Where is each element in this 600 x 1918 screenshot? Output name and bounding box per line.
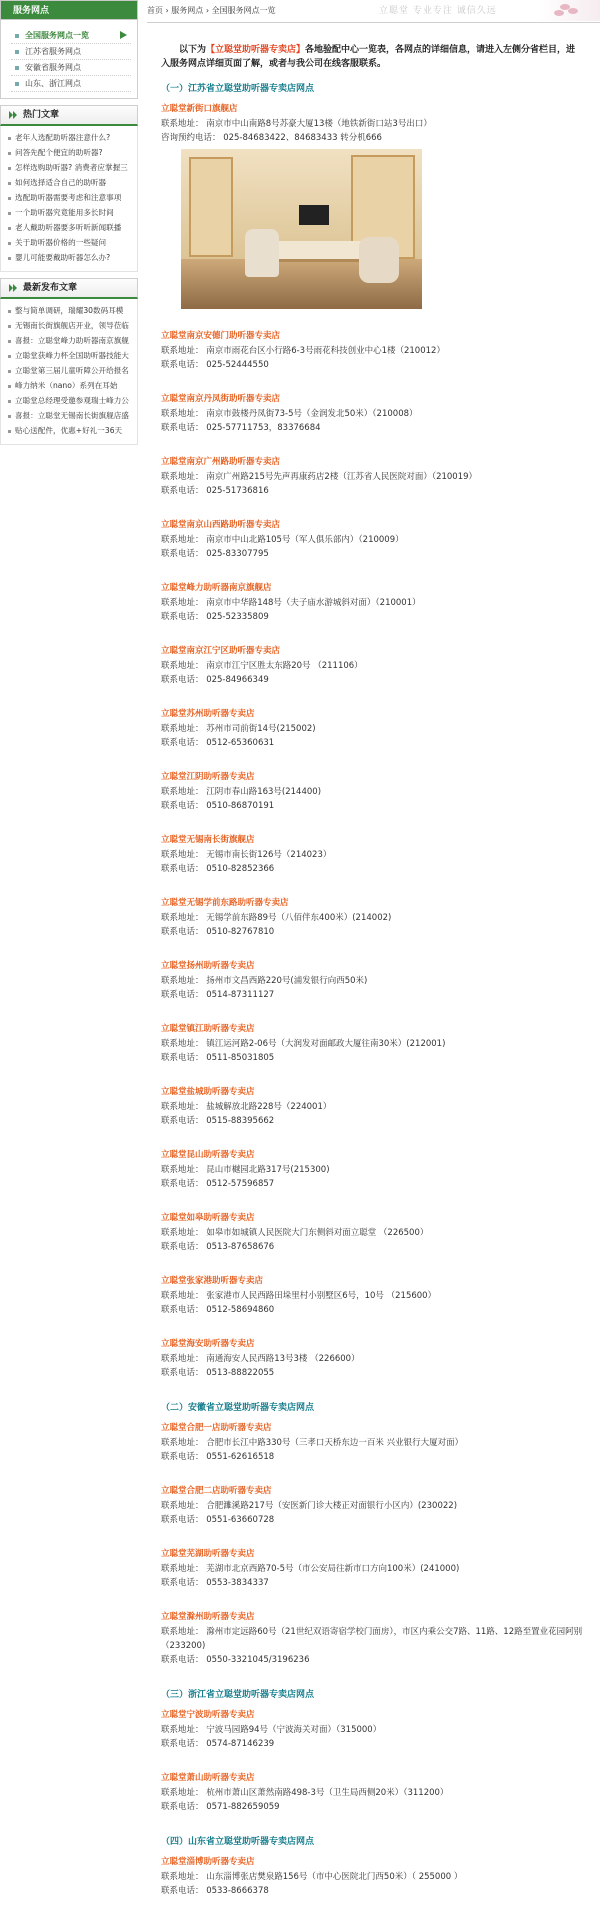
intro-highlight: 【立聪堂助听器专卖店】 [206, 45, 306, 55]
store-name[interactable]: 立聪堂合肥一店助听器专卖店 [161, 1423, 272, 1433]
nav-item-anhui[interactable] [11, 60, 131, 76]
service-nav [0, 20, 138, 99]
store-name[interactable]: 立聪堂芜湖助听器专卖店 [161, 1549, 255, 1559]
store-entry [161, 707, 600, 750]
store-phone: 联系电话： 0511-85031805 [161, 1053, 275, 1063]
store-address: 联系地址： 盐城解放北路228号（224001） [161, 1102, 332, 1112]
store-entry [161, 1337, 600, 1380]
intro-suffix: 各地验配中心一览表，各网点的详细信息，请进入左侧分省栏目，进入服务网点详细页面了解，或者与我公司在线客服联系。 [161, 45, 576, 69]
store-entry [161, 581, 600, 624]
main-content [147, 0, 600, 1918]
list-item[interactable]: 立聪堂获峰力杯全国助听器技能大 [7, 348, 137, 363]
store-entry [161, 1484, 600, 1527]
photo-chair [359, 237, 399, 283]
slogan: 立聪堂 专业专注 诚信久远 [379, 6, 497, 16]
list-item[interactable]: 如何选择适合自己的助听器 [7, 175, 137, 190]
list-item[interactable]: 立聪堂第三届儿童听障公开给报名 [7, 363, 137, 378]
latest-articles-list [0, 299, 138, 445]
store-entry [161, 1855, 600, 1898]
store-address: 联系地址： 南京市中华路148号（夫子庙水游城斜对面）（210001） [161, 598, 421, 608]
list-item[interactable]: 喜报：立聪堂无锡南长街旗舰店盛 [7, 408, 137, 423]
hot-articles-label: 热门文章 [23, 110, 60, 120]
arrow-right-icon [120, 31, 127, 39]
store-entry [161, 770, 600, 813]
store-phone: 联系电话： 0510-86870191 [161, 801, 275, 811]
store-address: 联系地址： 无锡学前东路89号（八佰伴东400米）(214002) [161, 913, 392, 923]
store-address: 联系地址： 山东淄博张店樊泉路156号（市中心医院北门西50米）（ 255000 ） [161, 1872, 463, 1882]
store-entry [161, 329, 600, 372]
photo-chair [245, 229, 279, 277]
store-entry [161, 102, 600, 309]
store-name[interactable]: 立聪堂海安助听器专卖店 [161, 1339, 255, 1349]
double-arrow-icon [9, 111, 17, 119]
petal-shape [554, 10, 564, 16]
store-address: 联系地址： 镇江运河路2-06号（大润发对面邮政大厦往南30米）(212001) [161, 1039, 446, 1049]
store-name[interactable]: 立聪堂新街口旗舰店 [161, 104, 238, 114]
store-address: 联系地址： 如皋市如城镇人民医院大门东侧斜对面立聪堂 （226500） [161, 1228, 429, 1238]
store-address: 联系地址： 南通海安人民西路13号3楼 （226600） [161, 1354, 360, 1364]
list-item[interactable]: 关于助听器价格的一些疑问 [7, 235, 137, 250]
store-phone: 联系电话： 0551-63660728 [161, 1515, 275, 1525]
store-phone: 联系电话： 025-84966349 [161, 675, 269, 685]
store-phone: 联系电话： 0510-82852366 [161, 864, 275, 874]
store-entry [161, 392, 600, 435]
flower-decoration [538, 0, 600, 21]
store-name[interactable]: 立聪堂峰力助听器南京旗舰店 [161, 583, 272, 593]
store-phone: 联系电话： 0512-57596857 [161, 1179, 275, 1189]
breadcrumb[interactable]: 首页 › 服务网点 › 全国服务网点一览 [147, 6, 276, 15]
store-name[interactable]: 立聪堂合肥二店助听器专卖店 [161, 1486, 272, 1496]
store-phone: 联系电话： 0574-87146239 [161, 1739, 275, 1749]
list-item[interactable]: 整与简单调研，瑞耀30数码耳模 [7, 303, 137, 318]
store-entry [161, 1771, 600, 1814]
nav-item-label: 全国服务网点一览 [25, 31, 89, 40]
region-title: （三）浙江省立聪堂助听器专卖店网点 [161, 1690, 315, 1700]
store-address: 联系地址： 南京市中山南路8号苏豪大厦13楼（地铁新街口站3号出口） [161, 119, 432, 129]
list-item[interactable]: 喜报：立聪堂峰力助听器南京旗舰 [7, 333, 137, 348]
store-address: 联系地址： 南京市鼓楼丹凤街73-5号（金润发北50米）（210008） [161, 409, 418, 419]
store-name[interactable]: 立聪堂盐城助听器专卖店 [161, 1087, 255, 1097]
store-entry [161, 1274, 600, 1317]
store-entry [161, 455, 600, 498]
region-title: （四）山东省立聪堂助听器专卖店网点 [161, 1837, 315, 1847]
store-phone: 联系电话： 0550-3321045/3196236 [161, 1655, 310, 1665]
store-name[interactable]: 立聪堂扬州助听器专卖店 [161, 961, 255, 971]
store-entry [161, 1085, 600, 1128]
nav-item-label: 山东、浙江网点 [25, 79, 81, 88]
list-item[interactable]: 立聪堂总经理受邀参观瑞士峰力公 [7, 393, 137, 408]
store-name[interactable]: 立聪堂宁波助听器专卖店 [161, 1710, 255, 1720]
nav-item-label: 安徽省服务网点 [25, 63, 81, 72]
store-name[interactable]: 立聪堂南京广州路助听器专卖店 [161, 457, 281, 467]
store-name[interactable]: 立聪堂无锡南长街旗舰店 [161, 835, 255, 845]
store-address: 联系地址： 宁波马园路94号（宁波海关对面）（315000） [161, 1725, 382, 1735]
store-entry [161, 1211, 600, 1254]
nav-item-all[interactable] [11, 28, 131, 44]
breadcrumb-bar [147, 0, 600, 23]
nav-item-label: 江苏省服务网点 [25, 47, 81, 56]
store-name[interactable]: 立聪堂苏州助听器专卖店 [161, 709, 255, 719]
store-name[interactable]: 立聪堂张家港助听器专卖店 [161, 1276, 264, 1286]
bullet-icon [15, 50, 19, 54]
store-entry [161, 1547, 600, 1590]
store-name[interactable]: 立聪堂萧山助听器专卖店 [161, 1773, 255, 1783]
store-phone: 联系电话： 0533-8666378 [161, 1886, 269, 1896]
store-address: 联系地址： 合肥市长江中路330号（三孝口天桥东边一百米 兴业银行大厦对面） [161, 1438, 464, 1448]
store-name[interactable]: 立聪堂江阴助听器专卖店 [161, 772, 255, 782]
list-item[interactable]: 无锡南长街旗舰店开业，领导莅临 [7, 318, 137, 333]
service-panel-title: 服务网点 [0, 0, 138, 20]
intro-paragraph [161, 43, 576, 71]
store-phone: 联系电话： 0510-82767810 [161, 927, 275, 937]
store-phone: 联系电话： 0553-3834337 [161, 1578, 269, 1588]
store-name[interactable]: 立聪堂滁州助听器专卖店 [161, 1612, 255, 1622]
store-entry [161, 1022, 600, 1065]
store-phone: 联系电话： 025-52335809 [161, 612, 269, 622]
store-address: 联系地址： 张家港市人民西路田垛里村小别墅区6号，10号 （215600） [161, 1291, 437, 1301]
bullet-icon [15, 66, 19, 70]
store-entry [161, 1610, 600, 1667]
store-phone: 联系电话： 0513-88822055 [161, 1368, 275, 1378]
store-address: 联系地址： 南京市中山北路105号（军人俱乐部内）（210009） [161, 535, 404, 545]
store-phone: 咨询预约电话： 025-84683422、84683433 转分机666 [161, 133, 382, 143]
bullet-icon [15, 34, 19, 38]
store-phone: 联系电话： 0551-62616518 [161, 1452, 275, 1462]
store-name[interactable]: 立聪堂南京安德门助听器专卖店 [161, 331, 281, 341]
list-item[interactable]: 婴儿可能要戴助听器怎么办? [7, 250, 137, 265]
store-entry [161, 1421, 600, 1464]
store-address: 联系地址： 南京市江宁区胜太东路20号 （211106） [161, 661, 363, 671]
list-item[interactable]: 老年人选配助听器注意什么? [7, 130, 137, 145]
left-sidebar [0, 0, 138, 445]
store-address: 联系地址： 芜湖市北京西路70-5号（市公安局往新市口方向100米）(241000) [161, 1564, 460, 1574]
photo-monitor [299, 205, 329, 225]
store-phone: 联系电话： 025-51736816 [161, 486, 269, 496]
store-address: 联系地址： 南京市雨花台区小行路6-3号雨花科技创业中心1楼（210012） [161, 346, 445, 356]
latest-articles-label: 最新发布文章 [23, 283, 78, 293]
store-entry [161, 833, 600, 876]
content-area [147, 23, 600, 1898]
store-phone: 联系电话： 025-52444550 [161, 360, 269, 370]
store-address: 联系地址： 昆山市樾园北路317号(215300) [161, 1165, 330, 1175]
store-address: 联系地址： 扬州市文昌西路220号(浦发银行向西50米) [161, 976, 368, 986]
store-phone: 联系电话： 0514-87311127 [161, 990, 275, 1000]
store-phone: 联系电话： 025-83307795 [161, 549, 269, 559]
list-item[interactable]: 老人戴助听器要多听听新闻联播 [7, 220, 137, 235]
store-photo [181, 149, 422, 309]
store-entry [161, 1708, 600, 1751]
store-address: 联系地址： 南京广州路215号先声再康药店2楼（江苏省人民医院对面）（210019） [161, 472, 478, 482]
store-entry [161, 959, 600, 1002]
store-name[interactable]: 立聪堂南京江宁区助听器专卖店 [161, 646, 281, 656]
store-entry [161, 896, 600, 939]
hot-articles-list [0, 126, 138, 272]
photo-shelf [189, 157, 233, 257]
region-title: （一）江苏省立聪堂助听器专卖店网点 [161, 84, 315, 94]
store-address: 联系地址： 江阴市春山路163号(214400) [161, 787, 322, 797]
list-item[interactable]: 峰力纳米（nano）系列在耳始 [7, 378, 137, 393]
hot-articles-title [0, 105, 138, 126]
intro-prefix: 以下为 [179, 45, 207, 55]
store-entry [161, 518, 600, 561]
store-phone: 联系电话： 0512-58694860 [161, 1305, 275, 1315]
store-name[interactable]: 立聪堂昆山助听器专卖店 [161, 1150, 255, 1160]
store-name[interactable]: 立聪堂如皋助听器专卖店 [161, 1213, 255, 1223]
region-title: （二）安徽省立聪堂助听器专卖店网点 [161, 1403, 315, 1413]
latest-articles-title [0, 278, 138, 299]
store-name[interactable]: 立聪堂南京丹凤街助听器专卖店 [161, 394, 281, 404]
store-phone: 联系电话： 025-57711753，83376684 [161, 423, 321, 433]
store-address: 联系地址： 无锡市南长街126号（214023） [161, 850, 332, 860]
store-entry [161, 644, 600, 687]
nav-item-shandong-zhejiang[interactable] [11, 76, 131, 92]
store-name[interactable]: 立聪堂无锡学前东路助听器专卖店 [161, 898, 289, 908]
store-name[interactable]: 立聪堂淄博助听器专卖店 [161, 1857, 255, 1867]
bullet-icon [15, 82, 19, 86]
store-address: 联系地址： 合肥濉溪路217号（安医新门诊大楼正对面银行小区内）(230022) [161, 1501, 458, 1511]
store-phone: 联系电话： 0515-88395662 [161, 1116, 275, 1126]
list-item[interactable]: 一个助听器究竟能用多长时间 [7, 205, 137, 220]
store-address: 联系地址： 杭州市萧山区萧然南路498-3号（卫生局西侧20米）（311200） [161, 1788, 449, 1798]
list-item[interactable]: 选配助听器需要考虑和注意事项 [7, 190, 137, 205]
store-address: 联系地址： 苏州市司前街14号(215002) [161, 724, 316, 734]
list-item[interactable]: 怎样选购助听器? 消费者应掌握三 [7, 160, 137, 175]
store-name[interactable]: 立聪堂镇江助听器专卖店 [161, 1024, 255, 1034]
regions-list [161, 81, 600, 1898]
store-entry [161, 1148, 600, 1191]
store-phone: 联系电话： 0512-65360631 [161, 738, 275, 748]
petal-shape [568, 8, 578, 14]
store-phone: 联系电话： 0513-87658676 [161, 1242, 275, 1252]
double-arrow-icon [9, 284, 17, 292]
list-item[interactable]: 问答先配个便宜的助听器? [7, 145, 137, 160]
store-phone: 联系电话： 0571-882659059 [161, 1802, 280, 1812]
store-name[interactable]: 立聪堂南京山西路助听器专卖店 [161, 520, 281, 530]
list-item[interactable]: 贴心送配件，优惠+好礼一36天 [7, 423, 137, 438]
store-address: 联系地址： 滁州市定远路60号（21世纪双语寄宿学校门面房），市区内乘公交7路、11路、12路至置业花园阿别（233200) [161, 1627, 583, 1651]
nav-item-jiangsu[interactable] [11, 44, 131, 60]
